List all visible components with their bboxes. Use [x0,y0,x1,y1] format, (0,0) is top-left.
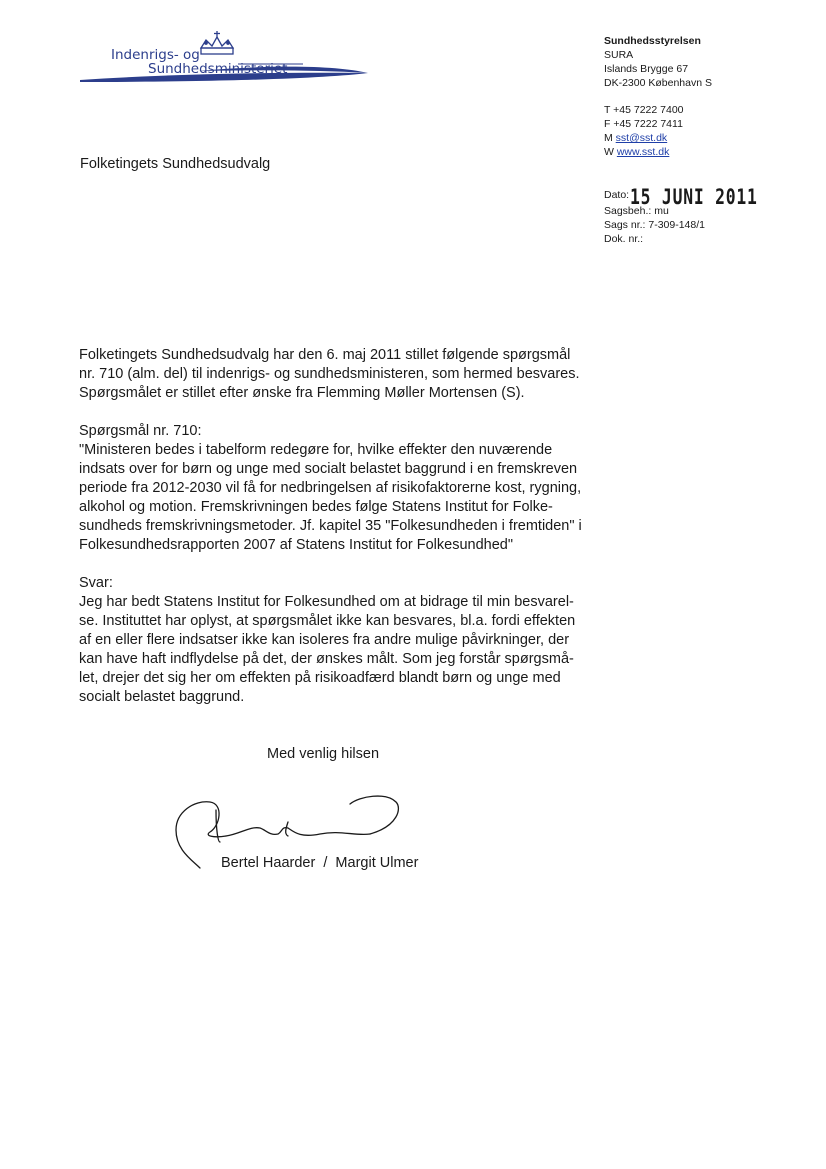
question-line: indsats over for børn og unge med socialt belastet baggrund i en fremskreven [79,461,578,477]
document-number: Dok. nr.: [604,233,644,245]
question-line: periode fra 2012-2030 vil få for nedbringelsen af risikofaktorerne kost, rygning, [79,480,582,496]
logo-text-line2: Sundhedsministeriet [148,61,288,77]
web-prefix: W [604,146,614,158]
logo-text-line1: Indenrigs- og [111,47,200,63]
sender-org: Sundhedsstyrelsen [604,35,701,47]
question-paragraph [79,422,582,555]
sender-city: DK-2300 København S [604,77,712,89]
answer-line: socialt belastet baggrund. [79,689,245,705]
crown-icon [201,31,233,54]
case-meta [604,178,814,246]
date-stamp: 15 JUNI 2011 [630,185,758,209]
question-line: sundheds fremskrivningsmetoder. Jf. kapitel 35 "Folkesundheden i fremtiden" i [79,518,582,534]
mail-link[interactable]: sst@sst.dk [615,132,668,144]
answer-heading: Svar: [79,575,113,591]
recipient: Folketingets Sundhedsudvalg [80,156,271,172]
web-link[interactable]: www.sst.dk [616,146,670,158]
sender-dept: SURA [604,49,634,61]
question-heading: Spørgsmål nr. 710: [79,423,202,439]
ministry-logo [78,30,370,90]
sender-web-row [604,145,804,159]
case-number: Sags nr.: 7-309-148/1 [604,219,705,231]
answer-line: af en eller flere indsatser ikke kan isoleres fra andre mulige påvirkninger, der [79,632,570,648]
intro-line: Folketingets Sundhedsudvalg har den 6. maj 2011 stillet følgende spørgsmål [79,347,571,363]
signer-names: Bertel Haarder / Margit Ulmer [221,855,419,871]
question-line: "Ministeren bedes i tabelform redegøre for, hvilke effekter den nuværende [79,442,553,458]
intro-line: nr. 710 (alm. del) til indenrigs- og sundhedsministeren, som hermed besvares. [79,366,580,382]
sender-phone: T +45 7222 7400 [604,104,684,116]
mail-prefix: M [604,132,613,144]
date-label: Dato: [604,189,630,201]
closing-greeting: Med venlig hilsen [267,746,380,762]
caseworker: Sagsbeh.: mu [604,205,669,217]
sender-street: Islands Brygge 67 [604,63,689,75]
question-line: alkohol og motion. Fremskrivningen bedes følge Statens Institut for Folke- [79,499,553,515]
answer-line: kan have haft indflydelse på det, der ønskes målt. Som jeg forstår spørgsmå- [79,651,574,667]
answer-line: se. Instituttet har oplyst, at spørgsmålet ikke kan besvares, bl.a. fordi effekten [79,613,576,629]
sender-mail-row [604,131,804,145]
answer-paragraph [79,574,579,707]
letter-body [79,346,582,726]
date-row [604,178,814,209]
question-line: Folkesundhedsrapporten 2007 af Statens Institut for Folkesundhed" [79,537,513,553]
intro-line: Spørgsmålet er stillet efter ønske fra Flemming Møller Mortensen (S). [79,385,525,401]
answer-line: let, drejer det sig her om effekten på risikoadfærd blandt børn og unge med [79,670,561,686]
intro-paragraph [79,346,579,403]
sender-fax: F +45 7222 7411 [604,118,683,130]
answer-line: Jeg har bedt Statens Institut for Folkesundhed om at bidrage til min besvarel- [79,594,574,610]
sender-address [604,34,804,159]
